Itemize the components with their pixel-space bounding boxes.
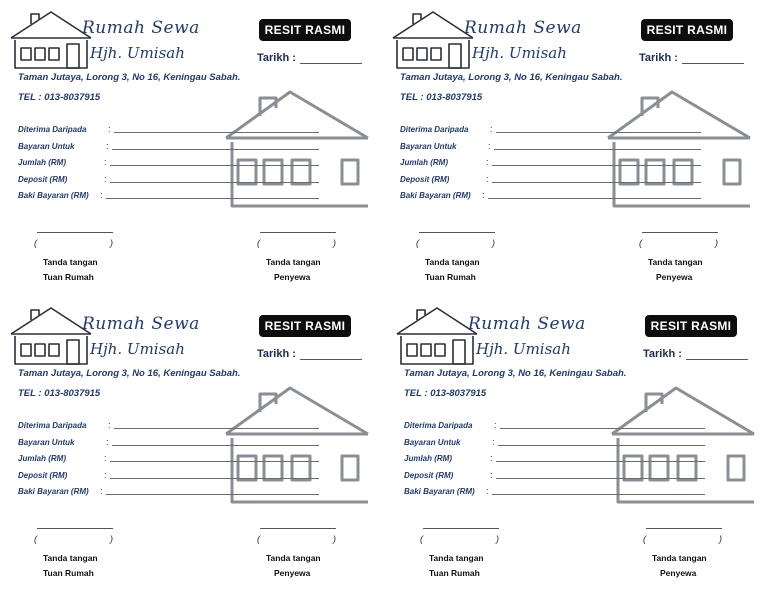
signature-label-tenant: Tanda tangan	[652, 553, 707, 563]
paren-open: (	[257, 238, 260, 248]
date-label: Tarikh :	[643, 348, 682, 360]
field-input-line[interactable]	[492, 165, 701, 166]
house-logo-icon	[391, 8, 475, 74]
date-input-line[interactable]	[682, 53, 744, 64]
paren-open: (	[643, 534, 646, 544]
date-label: Tarikh :	[257, 52, 296, 64]
field-input-line[interactable]	[106, 198, 319, 199]
field-label: Deposit (RM)	[18, 471, 68, 480]
field-input-line[interactable]	[496, 132, 701, 133]
paren-close: )	[492, 238, 495, 248]
field-label: Bayaran Untuk	[18, 142, 75, 151]
field-colon: :	[494, 420, 497, 430]
field-label: Bayaran Untuk	[18, 438, 75, 447]
field-label: Deposit (RM)	[400, 175, 450, 184]
field-colon: :	[486, 174, 489, 184]
field-colon: :	[106, 437, 109, 447]
field-label: Baki Bayaran (RM)	[18, 487, 89, 496]
date-field	[257, 348, 362, 360]
field-input-line[interactable]	[114, 428, 319, 429]
field-input-line[interactable]	[498, 445, 705, 446]
signature-label-tenant: Tanda tangan	[266, 257, 321, 267]
signature-line-tenant[interactable]	[642, 232, 718, 233]
field-input-line[interactable]	[112, 445, 319, 446]
signature-role-tenant: Penyewa	[274, 272, 311, 282]
receipt	[4, 298, 380, 592]
field-label: Deposit (RM)	[18, 175, 68, 184]
field-label: Jumlah (RM)	[18, 454, 66, 463]
field-label: Baki Bayaran (RM)	[18, 191, 89, 200]
field-label: Baki Bayaran (RM)	[404, 487, 475, 496]
signature-label-landlord: Tanda tangan	[425, 257, 480, 267]
field-colon: :	[492, 437, 495, 447]
field-colon: :	[100, 190, 103, 200]
field-input-line[interactable]	[496, 461, 705, 462]
field-input-line[interactable]	[110, 478, 319, 479]
signature-role-tenant: Penyewa	[274, 568, 311, 578]
date-input-line[interactable]	[300, 53, 362, 64]
field-input-line[interactable]	[496, 478, 705, 479]
signature-label-landlord: Tanda tangan	[43, 257, 98, 267]
receipt	[386, 2, 762, 296]
signature-line-tenant[interactable]	[260, 232, 336, 233]
signature-line-landlord[interactable]	[37, 232, 113, 233]
field-colon: :	[490, 453, 493, 463]
receipt	[390, 298, 766, 592]
signature-line-landlord[interactable]	[423, 528, 499, 529]
field-input-line[interactable]	[112, 149, 319, 150]
field-label: Diterima Daripada	[18, 125, 87, 134]
field-label: Jumlah (RM)	[400, 158, 448, 167]
field-label: Diterima Daripada	[404, 421, 473, 430]
paren-close: )	[333, 238, 336, 248]
paren-close: )	[719, 534, 722, 544]
signature-line-tenant[interactable]	[260, 528, 336, 529]
field-colon: :	[104, 157, 107, 167]
address: Taman Jutaya, Lorong 3, No 16, Keningau Sabah.	[18, 72, 241, 83]
field-input-line[interactable]	[488, 198, 701, 199]
field-label: Deposit (RM)	[404, 471, 454, 480]
address: Taman Jutaya, Lorong 3, No 16, Keningau Sabah.	[404, 368, 627, 379]
field-colon: :	[108, 420, 111, 430]
field-input-line[interactable]	[110, 182, 319, 183]
field-colon: :	[486, 486, 489, 496]
field-colon: :	[482, 190, 485, 200]
phone-number: TEL : 013-8037915	[400, 92, 483, 103]
field-label: Jumlah (RM)	[404, 454, 452, 463]
signature-line-landlord[interactable]	[419, 232, 495, 233]
date-label: Tarikh :	[257, 348, 296, 360]
paren-close: )	[715, 238, 718, 248]
official-receipt-badge: RESIT RASMI	[641, 19, 733, 41]
field-label: Jumlah (RM)	[18, 158, 66, 167]
signature-role-tenant: Penyewa	[656, 272, 693, 282]
paren-open: (	[34, 238, 37, 248]
signature-label-tenant: Tanda tangan	[266, 553, 321, 563]
paren-close: )	[110, 238, 113, 248]
field-input-line[interactable]	[494, 149, 701, 150]
date-input-line[interactable]	[686, 349, 748, 360]
paren-open: (	[34, 534, 37, 544]
field-input-line[interactable]	[114, 132, 319, 133]
shop-name: Rumah Sewa	[82, 18, 200, 38]
house-watermark-icon	[220, 86, 370, 210]
field-colon: :	[490, 124, 493, 134]
field-label: Bayaran Untuk	[400, 142, 457, 151]
shop-name: Rumah Sewa	[468, 314, 586, 334]
owner-name: Hjh. Umisah	[476, 340, 571, 358]
field-colon: :	[100, 486, 103, 496]
field-label: Diterima Daripada	[400, 125, 469, 134]
receipt	[4, 2, 380, 296]
official-receipt-badge: RESIT RASMI	[645, 315, 737, 337]
phone-number: TEL : 013-8037915	[18, 92, 101, 103]
address: Taman Jutaya, Lorong 3, No 16, Keningau Sabah.	[18, 368, 241, 379]
owner-name: Hjh. Umisah	[90, 44, 185, 62]
field-colon: :	[108, 124, 111, 134]
field-label: Baki Bayaran (RM)	[400, 191, 471, 200]
paren-open: (	[420, 534, 423, 544]
shop-name: Rumah Sewa	[82, 314, 200, 334]
phone-number: TEL : 013-8037915	[404, 388, 487, 399]
field-colon: :	[104, 174, 107, 184]
official-receipt-badge: RESIT RASMI	[259, 315, 351, 337]
signature-role-landlord: Tuan Rumah	[43, 568, 94, 578]
shop-name: Rumah Sewa	[464, 18, 582, 38]
paren-close: )	[496, 534, 499, 544]
owner-name: Hjh. Umisah	[472, 44, 567, 62]
field-input-line[interactable]	[500, 428, 705, 429]
house-logo-icon	[9, 8, 93, 74]
signature-role-landlord: Tuan Rumah	[425, 272, 476, 282]
house-watermark-icon	[602, 86, 752, 210]
date-field	[257, 52, 362, 64]
field-label: Diterima Daripada	[18, 421, 87, 430]
phone-number: TEL : 013-8037915	[18, 388, 101, 399]
field-colon: :	[488, 141, 491, 151]
signature-role-landlord: Tuan Rumah	[43, 272, 94, 282]
field-colon: :	[486, 157, 489, 167]
date-field	[639, 52, 744, 64]
signature-label-landlord: Tanda tangan	[43, 553, 98, 563]
field-colon: :	[490, 470, 493, 480]
field-input-line[interactable]	[110, 461, 319, 462]
house-logo-icon	[9, 304, 93, 370]
signature-role-landlord: Tuan Rumah	[429, 568, 480, 578]
date-input-line[interactable]	[300, 349, 362, 360]
signature-line-landlord[interactable]	[37, 528, 113, 529]
field-colon: :	[106, 141, 109, 151]
house-watermark-icon	[606, 382, 756, 506]
signature-label-tenant: Tanda tangan	[648, 257, 703, 267]
signature-label-landlord: Tanda tangan	[429, 553, 484, 563]
field-label: Bayaran Untuk	[404, 438, 461, 447]
field-input-line[interactable]	[492, 494, 705, 495]
paren-close: )	[333, 534, 336, 544]
field-input-line[interactable]	[110, 165, 319, 166]
date-field	[643, 348, 748, 360]
official-receipt-badge: RESIT RASMI	[259, 19, 351, 41]
address: Taman Jutaya, Lorong 3, No 16, Keningau Sabah.	[400, 72, 623, 83]
signature-line-tenant[interactable]	[646, 528, 722, 529]
house-logo-icon	[395, 304, 479, 370]
paren-close: )	[110, 534, 113, 544]
house-watermark-icon	[220, 382, 370, 506]
date-label: Tarikh :	[639, 52, 678, 64]
field-input-line[interactable]	[106, 494, 319, 495]
field-colon: :	[104, 453, 107, 463]
field-colon: :	[104, 470, 107, 480]
paren-open: (	[416, 238, 419, 248]
owner-name: Hjh. Umisah	[90, 340, 185, 358]
signature-role-tenant: Penyewa	[660, 568, 697, 578]
field-input-line[interactable]	[492, 182, 701, 183]
paren-open: (	[257, 534, 260, 544]
paren-open: (	[639, 238, 642, 248]
